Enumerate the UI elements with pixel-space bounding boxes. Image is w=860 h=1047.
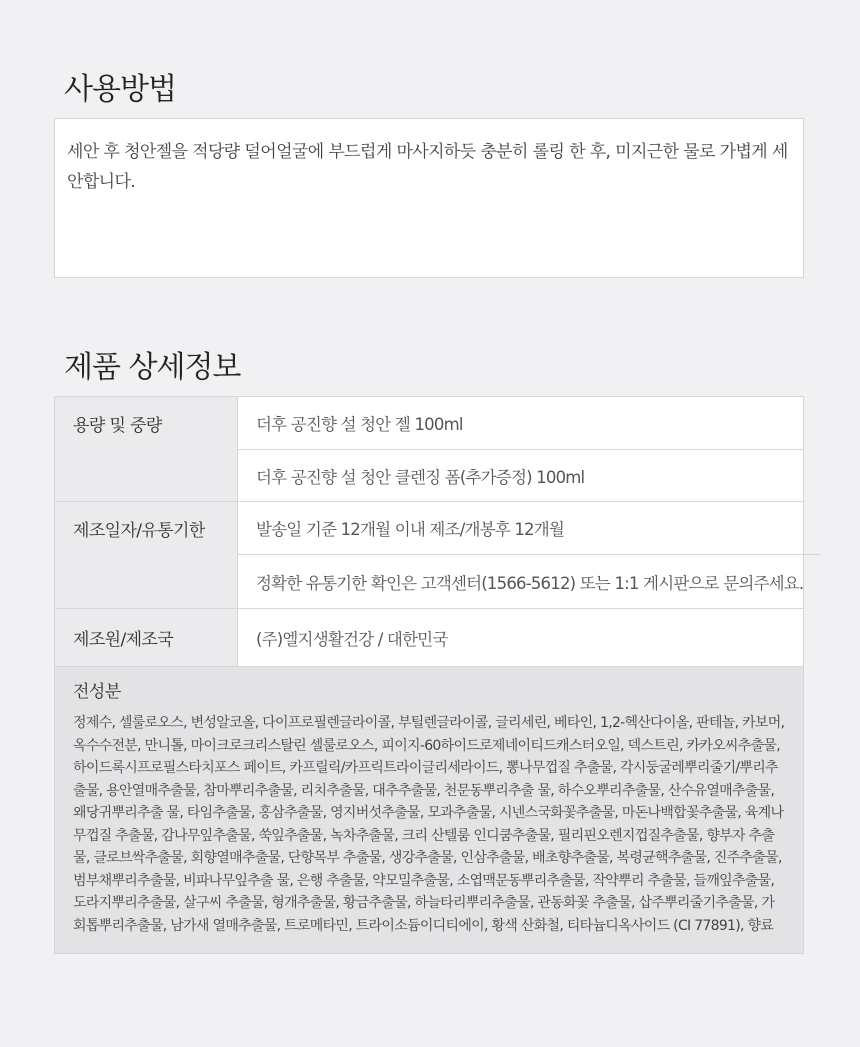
product-detail-table: [54, 396, 804, 954]
volume-value-foam: 더후 공진향 설 청안 클렌징 폼(추가증정) 100ml: [238, 449, 803, 501]
detail-section-title: 제품 상세정보: [64, 350, 241, 385]
manufacturer-value: (주)엘지생활건강 / 대한민국: [256, 629, 448, 649]
row-label-manufacturer: 제조원/제조국: [55, 609, 238, 666]
usage-description-text: 세안 후 청안젤을 적당량 덜어얼굴에 부드럽게 마사지하듯 충분히 롤링 한 후, 미지근한 물로 가볍게 세안합니다.: [67, 142, 788, 192]
row-values-volume: [238, 397, 803, 501]
table-row-expiry: [55, 502, 803, 609]
ingredients-section: [55, 667, 803, 953]
expiry-value-contact: 정확한 유통기한 확인은 고객센터(1566-5612) 또는 1:1 게시판으로 문의주세요.: [238, 554, 821, 608]
row-values-manufacturer: [238, 609, 803, 666]
table-row-manufacturer: [55, 609, 803, 667]
table-row-volume: [55, 397, 803, 502]
row-values-expiry: [238, 502, 821, 608]
volume-value-gel: 더후 공진향 설 청안 젤 100ml: [256, 415, 463, 434]
ingredients-text: 정제수, 셀룰로오스, 변성알코올, 다이프로필렌글라이콜, 부틸렌글라이콜, 글리세린, 베타인, 1,2-헥산다이올, 판테놀, 카보머, 옥수수전분, 만니톨, 마이크로크리스탈린 셀룰로오스, 피이지-60하이드로제네이티드캐스터오일, 덱스트린, 카카오씨추출물, 하이드록시프로필스타치포스 페이트, 카프릴릭/카프릭트라이글리세라이드, 뽕나무껍질 추출물, 각시둥굴레뿌리줄기/뿌리추출물, 용안열매추출물, 참마뿌리추출물, 리치추출물, 대추추출물, 천문동뿌리추출 물, 하수오뿌리추출물, 산수유열매추출물, 왜당귀뿌리추출 물, 타임추출물, 홍삼추출물, 영지버섯추출물, 모과추출물, 시넨스국화꽃추출물, 마돈나백합꽃추출물, 육계나무껍질 추출물, 감나무잎추출물, 쑥잎추출물, 녹차추출물, 크리 산텔룸 인디쿰추출물, 필리핀오렌지껍질추출물, 향부자 추출물, 클로브싹추출물, 회향열매추출물, 단향목부 추출물, 생강추출물, 인삼추출물, 배초향추출물, 복령균핵추출물, 진주추출물, 범부채뿌리추출물, 비파나무잎추출 물, 은행 추출물, 약모밀추출물, 소엽맥문동뿌리추출물, 작약뿌리 추출물, 들깨잎추출물, 도라지뿌리추출물, 살구씨 추출물, 형개추출물, 황금추출물, 하늘타리뿌리추출물, 관동화꽃 추출물, 삽주뿌리줄기추출물, 가회톱뿌리추출물, 남가새 열매추출물, 트로메타민, 트라이소듐이디티에이, 황색 산화철, 티타늄디옥사이드 (CI 77891), 향료: [73, 715, 785, 934]
row-label-volume: 용량 및 중량: [55, 397, 238, 501]
usage-section-title: 사용방법: [64, 72, 176, 107]
usage-description-box: [54, 118, 804, 278]
expiry-value-manufacture: 발송일 기준 12개월 이내 제조/개봉후 12개월: [256, 520, 564, 539]
ingredients-title: 전성분: [73, 682, 121, 702]
row-label-expiry: 제조일자/유통기한: [55, 502, 238, 608]
